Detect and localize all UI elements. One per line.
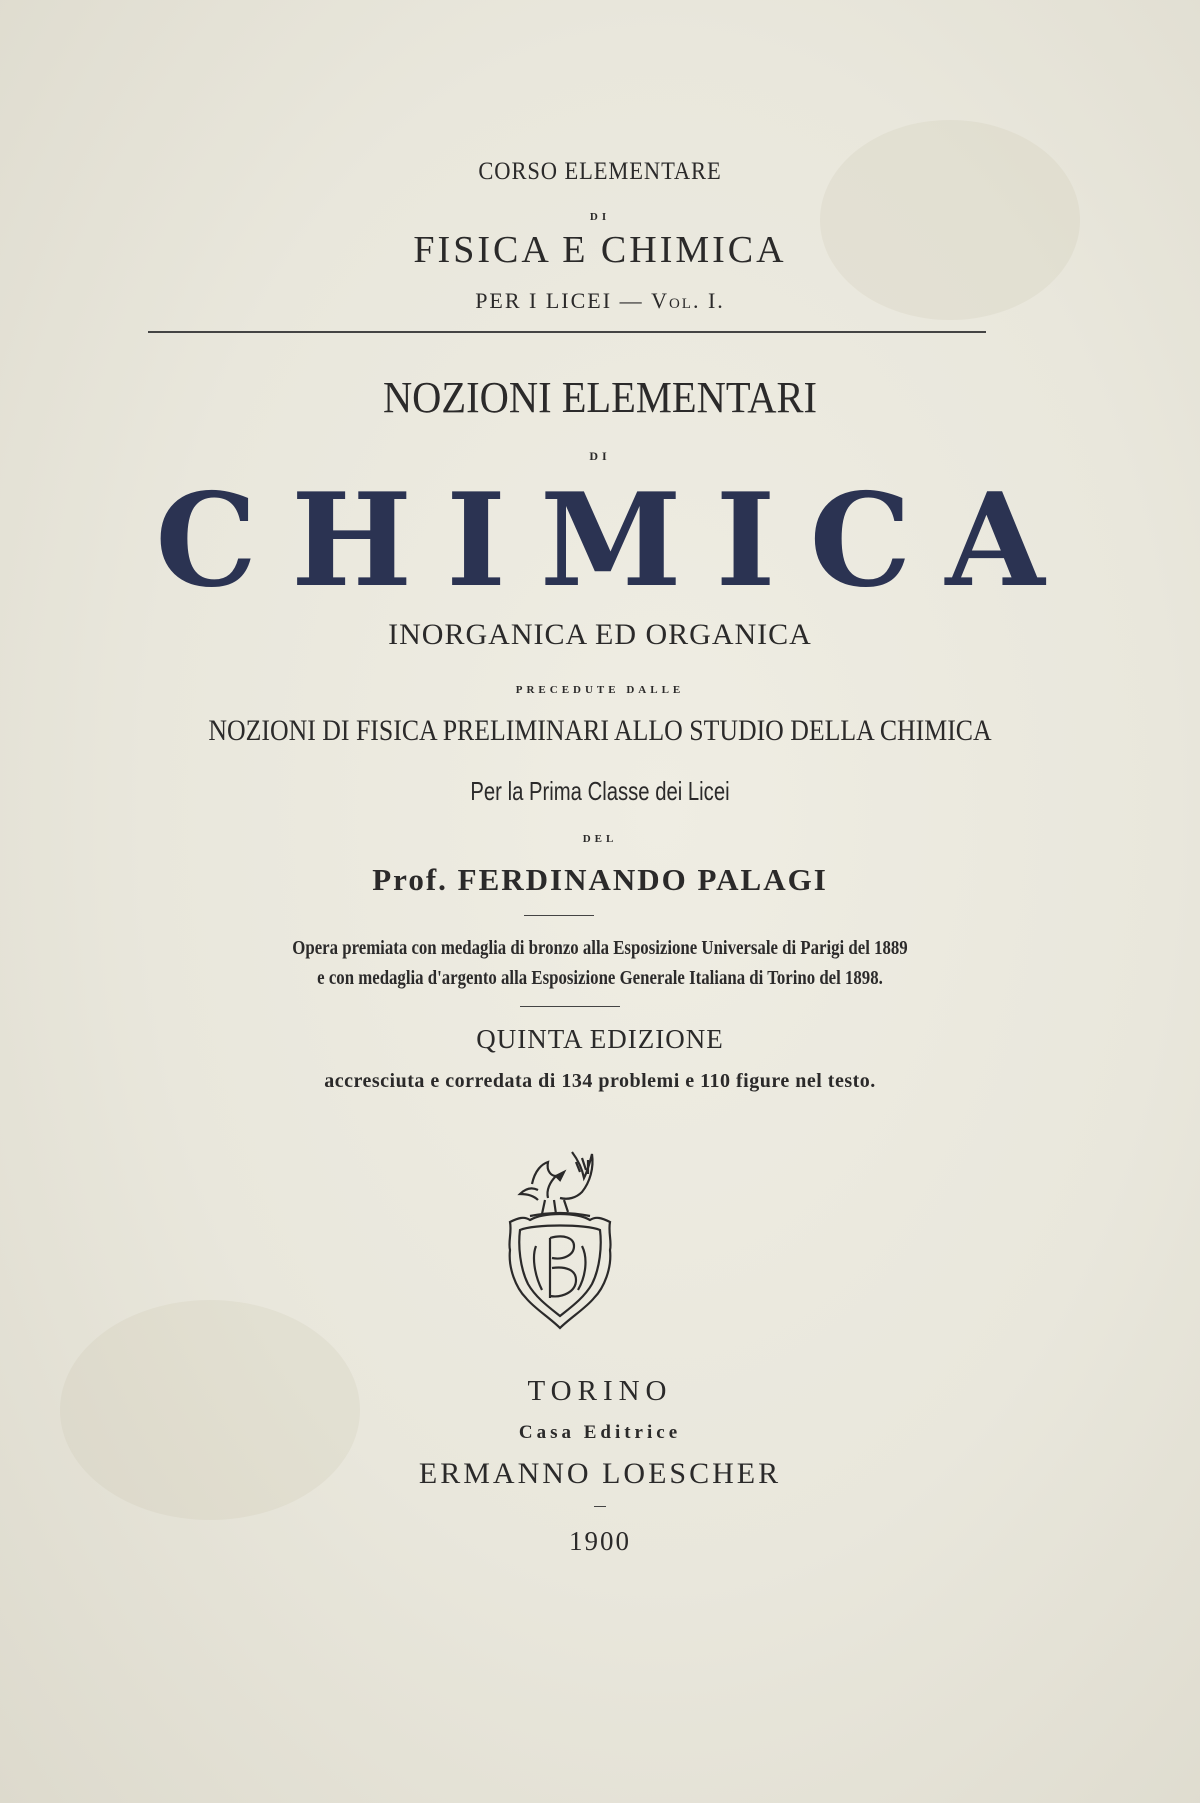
title-subtitle: INORGANICA ED ORGANICA — [388, 618, 812, 651]
audience-line: Per la Prima Classe dei Licei — [470, 776, 730, 806]
award-line-1: Opera premiata con medaglia di bronzo alla Esposizione Universale di Parigi del 1889 — [292, 937, 908, 959]
edition-details: accresciuta e corredata di 134 problemi e 110 figure nel testo. — [324, 1070, 876, 1092]
series-line-1: CORSO ELEMENTARE — [478, 158, 722, 185]
publisher-name: ERMANNO LOESCHER — [418, 1457, 782, 1490]
title-line-1: NOZIONI ELEMENTARI — [382, 373, 818, 422]
series-di: DI — [589, 211, 611, 223]
main-title: CHIMICA — [155, 466, 1079, 616]
short-rule — [594, 1506, 606, 1507]
divider-rule — [148, 331, 986, 333]
publisher-city: TORINO — [527, 1375, 673, 1407]
author-del: DEL — [582, 833, 618, 845]
series-line-2: FISICA E CHIMICA — [413, 229, 787, 271]
author-name: Prof. FERDINANDO PALAGI — [372, 862, 828, 897]
series-line-3 — [0, 288, 1200, 314]
short-rule — [520, 1006, 620, 1007]
volume-label: Vol. I. — [651, 288, 725, 313]
edition-label: QUINTA EDIZIONE — [476, 1024, 724, 1054]
eagle-crest-shield-icon — [490, 1142, 630, 1337]
publication-year: 1900 — [569, 1526, 631, 1556]
title-di: DI — [589, 449, 611, 463]
preliminary-notions: NOZIONI DI FISICA PRELIMINARI ALLO STUDIO DELLA CHIMICA — [208, 714, 992, 747]
short-rule — [524, 915, 594, 916]
publisher-house-label: Casa Editrice — [518, 1422, 682, 1443]
preceded-label: PRECEDUTE DALLE — [515, 684, 685, 696]
award-line-2: e con medaglia d'argento alla Esposizione Generale Italiana di Torino del 1898. — [317, 967, 883, 989]
series-line-3-main: PER I LICEI — — [475, 288, 652, 313]
